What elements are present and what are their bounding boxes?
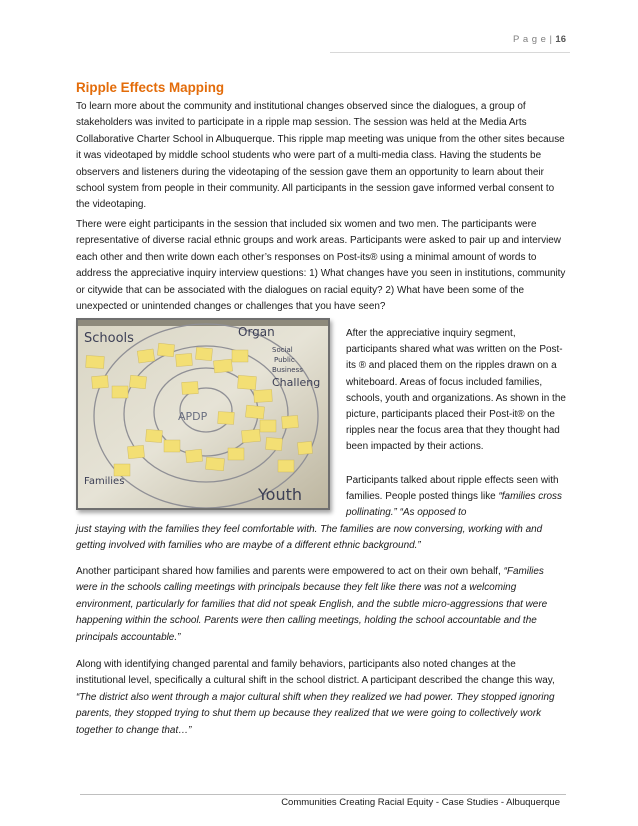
post-it-note xyxy=(146,429,163,442)
empowerment-lead: Another participant shared how families and parents were empowered to act on their own behalf, xyxy=(76,566,501,577)
label-business: Business xyxy=(272,366,303,374)
post-it-note xyxy=(238,375,257,389)
label-organizations: Organ xyxy=(238,325,275,339)
institutional-lead: Along with identifying changed parental and family behaviors, participants also noted changes at the institutional level, specifically a cultural shift in the school district. A participant described the change this way, xyxy=(76,659,555,687)
ripple-map-illustration xyxy=(78,320,328,508)
post-it-note xyxy=(129,375,146,389)
ripple-map-photo xyxy=(76,318,330,510)
institutional-quote: “The district also went through a major cultural shift when they realized we had power. They stopped ignoring parents, they stopped trying to shut them up because they realized that we were going to collectively work together to change that…” xyxy=(76,691,555,736)
label-schools: Schools xyxy=(84,331,134,346)
institutional-paragraph xyxy=(76,657,566,739)
families-paragraph xyxy=(346,473,566,522)
post-it-note xyxy=(185,449,202,463)
page-header xyxy=(330,34,566,45)
post-it-note xyxy=(112,386,128,398)
post-it-note xyxy=(176,353,193,366)
label-apdp: APDP xyxy=(178,410,208,423)
post-it-note xyxy=(242,429,261,443)
post-it-note xyxy=(114,464,130,476)
empowerment-quote: “Families were in the schools calling meetings with principals because they felt like there was not a welcoming environment, particularly for families that did not speak English, and the subtle micro-aggressions that were happening within the school. Parents were then calling meetings, holding the school accountable and the principals accountable.” xyxy=(76,566,548,643)
whiteboard-frame xyxy=(78,320,328,326)
post-it-note xyxy=(182,382,199,395)
families-lead: Participants talked about ripple effects seen with families. People posted things like xyxy=(346,475,559,503)
post-it-note xyxy=(228,448,244,460)
post-it-note xyxy=(157,343,174,357)
families-quote-start: “families cross pollinating.” “As opposed to xyxy=(346,491,562,519)
page-separator: | xyxy=(549,34,553,45)
post-it-note xyxy=(266,437,283,450)
post-it-note xyxy=(298,441,313,454)
post-it-note xyxy=(218,412,235,425)
families-quote-continued: just staying with the families they feel comfortable with. The families are now conversing, working with and getting involved with families who are maybe of a different ethnic background.” xyxy=(76,524,543,552)
label-families: Families xyxy=(84,476,125,487)
post-it-note xyxy=(164,440,180,452)
label-public: Public xyxy=(274,356,295,364)
post-it-note xyxy=(278,460,294,472)
empowerment-paragraph xyxy=(76,564,566,646)
post-it-note xyxy=(128,445,145,458)
page-label: P a g e xyxy=(513,34,547,45)
post-it-note xyxy=(254,390,273,403)
page-number: 16 xyxy=(555,34,566,45)
post-it-note xyxy=(206,457,225,471)
post-it-note xyxy=(232,350,248,362)
participants-paragraph: There were eight participants in the session that included six women and two men. The participants were representative of diverse racial ethnic groups and work areas. Participants were asked to pair up and interview each other and then write down each other’s responses on Post-its® using a minimal amount of words to address the appreciative inquiry interview questions: 1) What changes have you seen in institutions, community or citywide that can be associated with the dialogues on racial equity? 2) What have been some of the unexpected or unintended changes or challenges that you have seen? xyxy=(76,219,566,313)
label-youth: Youth xyxy=(258,485,302,504)
post-it-note xyxy=(92,375,109,388)
header-rule xyxy=(330,52,570,53)
label-challenge: Challeng xyxy=(272,376,321,389)
post-it-note xyxy=(137,349,155,363)
intro-paragraph: To learn more about the community and institutional changes observed since the dialogues, a group of stakeholders was invited to participate in a ripple map session. The session was held at the Media Arts Collaborative Charter School in Albuquerque. This ripple map meeting was unique from the other sites because it was videotaped by middle school students who were part of a multi-media class. Having the students be observers and listeners during the videotaping of the session gave them an opportunity to learn about their school system from people in their community. All participants in the session gave informed verbal consent to the videotaping. xyxy=(76,101,565,211)
post-it-note xyxy=(260,420,276,432)
post-it-note xyxy=(196,347,213,360)
label-social: Social xyxy=(272,346,293,354)
ripple-process-paragraph: After the appreciative inquiry segment, participants shared what was written on the Post-its ® and placed them on the ripples drawn on a whiteboard. Areas of focus included families, schools, youth and organizations. As shown in the picture, participants placed their Post-it® on the ripples near the focus area that they thought had been impacted by their actions. xyxy=(346,328,566,453)
footer-rule xyxy=(80,794,566,795)
post-it-note xyxy=(245,405,264,419)
section-title: Ripple Effects Mapping xyxy=(76,80,225,95)
post-it-note xyxy=(86,356,105,369)
page-footer: Communities Creating Racial Equity - Case Studies - Albuquerque xyxy=(281,797,560,808)
post-it-note xyxy=(213,359,232,373)
post-it-note xyxy=(282,415,299,428)
